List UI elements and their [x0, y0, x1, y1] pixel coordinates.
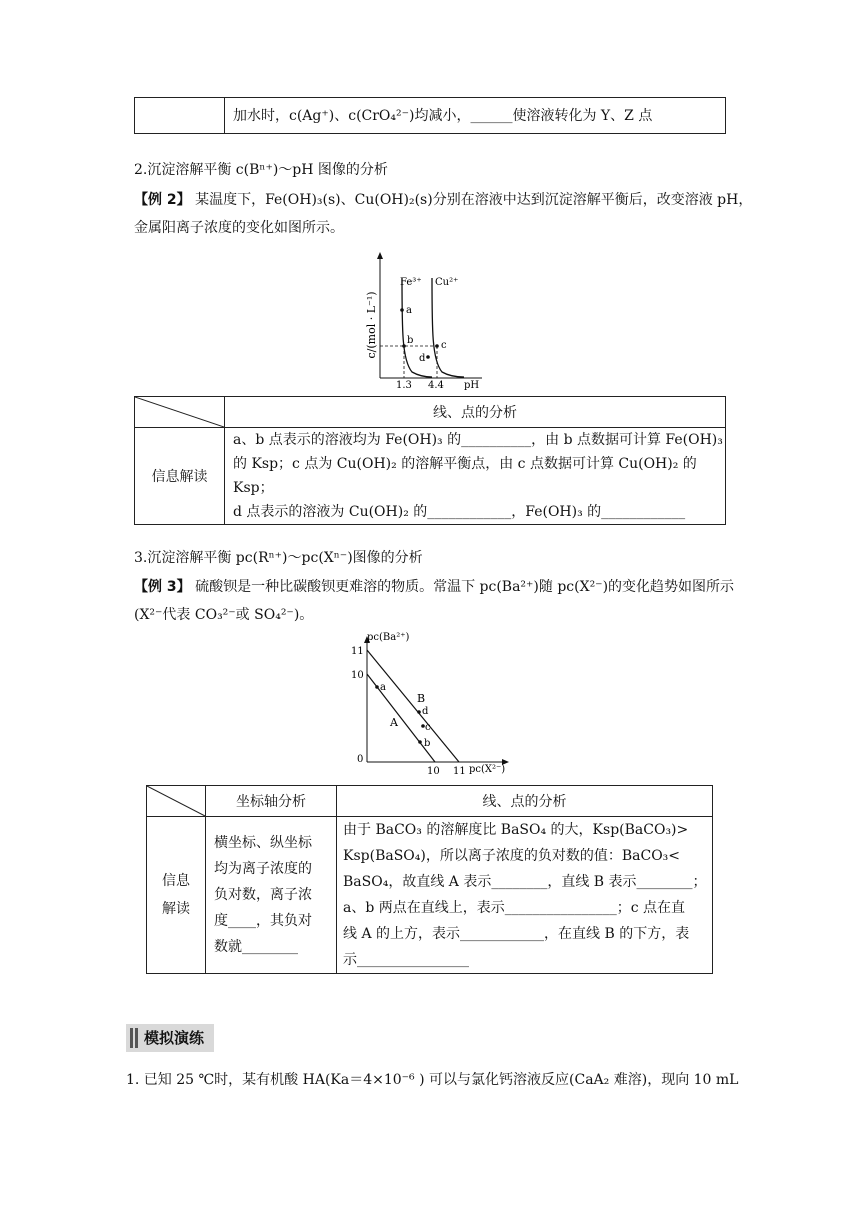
label-a: a — [380, 682, 386, 693]
top-table-text: 加水时，c(Ag⁺)、c(CrO₄²⁻)均减小，______使溶液转化为 Y、Z 点 — [225, 98, 726, 134]
diagonal-cell — [147, 786, 206, 817]
top-table — [134, 97, 726, 134]
s3-mid-line: 均为离子浓度的 — [214, 861, 312, 877]
y-axis-label: pc(Ba²⁺) — [367, 632, 410, 643]
x-axis-label: pc(X²⁻) — [469, 764, 506, 775]
fe-curve — [402, 278, 432, 377]
label-c: c — [425, 722, 431, 733]
example2-line1 — [134, 190, 752, 210]
s2-line1: a、b 点表示的溶液均为 Fe(OH)₃ 的__________，由 b 点数据可计算 Fe(OH)₃ — [233, 432, 723, 448]
s2-line3: d 点表示的溶液为 Cu(OH)₂ 的____________，Fe(OH)₃ 的____________ — [233, 504, 686, 520]
diagonal-line — [147, 786, 205, 816]
y-axis-arrow — [377, 252, 383, 259]
section3-heading: 3.沉淀溶解平衡 pc(Rⁿ⁺)～pc(Xⁿ⁻)图像的分析 — [134, 550, 423, 566]
heading-bar-accent — [135, 1028, 138, 1048]
s3-row-label-1: 信息 — [162, 873, 190, 889]
s3-header-mid: 坐标轴分析 — [206, 786, 337, 817]
x-axis-label: pH — [464, 380, 480, 390]
point-c — [435, 344, 439, 348]
label-c: c — [441, 340, 447, 351]
s3-row-label-2: 解读 — [162, 901, 190, 917]
point-b — [402, 344, 406, 348]
tick-4-4: 4.4 — [428, 380, 444, 390]
origin-label: 0 — [357, 754, 364, 765]
s2-analysis — [225, 428, 726, 525]
point-a — [375, 685, 379, 689]
s3-row-label — [147, 817, 206, 974]
s3-mid-line: 数就________ — [214, 939, 298, 955]
label-d: d — [422, 706, 429, 717]
tick-1-3: 1.3 — [396, 380, 412, 390]
section2-table — [134, 396, 726, 525]
s2-header: 线、点的分析 — [225, 397, 726, 428]
section2-heading: 2.沉淀溶解平衡 c(Bⁿ⁺)～pH 图像的分析 — [134, 162, 388, 178]
example3-text1: 硫酸钡是一种比碳酸钡更难溶的物质。常温下 pc(Ba²⁺)随 pc(X²⁻)的变化趋势如图所示 — [195, 579, 735, 595]
practice-heading: 模拟演练 — [144, 1029, 205, 1047]
s3-right-line: BaSO₄，故直线 A 表示________，直线 B 表示________； — [343, 874, 707, 890]
s2-line2: 的 Ksp；c 点为 Cu(OH)₂ 的溶解平衡点，由 c 点数据可计算 Cu(OH)₂ 的 Ksp； — [233, 456, 697, 496]
y-tick-11: 11 — [351, 646, 364, 657]
y-tick-10: 10 — [351, 670, 364, 681]
figure-pc-vs-pc — [345, 630, 520, 778]
s3-right-line: 由于 BaCO₃ 的溶解度比 BaSO₄ 的大，Ksp(BaCO₃)> — [343, 822, 689, 838]
s3-right-line: a、b 两点在直线上，表示________________；c 点在直 — [343, 900, 686, 916]
example2-text1: 某温度下，Fe(OH)₃(s)、Cu(OH)₂(s)分别在溶液中达到沉淀溶解平衡后，改变溶液 pH， — [195, 192, 753, 208]
s3-right-line: 线 A 的上方，表示____________，在直线 B 的下方，表 — [343, 926, 690, 942]
s3-header-right: 线、点的分析 — [337, 786, 713, 817]
example3-label: 【例 3】 — [134, 579, 191, 595]
practice-heading-bar — [126, 1024, 214, 1052]
s3-right-line: 示________________ — [343, 952, 469, 968]
x-tick-11: 11 — [453, 766, 466, 777]
cu-label: Cu²⁺ — [435, 277, 459, 288]
heading-bar-accent — [130, 1028, 133, 1048]
s3-right-line: Ksp(BaSO₄)，所以离子浓度的负对数的值：BaCO₃< — [343, 848, 681, 864]
example3-line1 — [134, 577, 734, 597]
example2-label: 【例 2】 — [134, 192, 191, 208]
point-a — [400, 308, 404, 312]
label-d: d — [419, 353, 426, 364]
label-b: b — [424, 738, 431, 749]
s2-row-label: 信息解读 — [135, 428, 225, 525]
label-a: a — [406, 305, 412, 316]
s3-mid-line: 负对数，离子浓 — [214, 887, 312, 903]
s3-mid-line: 度____，其负对 — [214, 913, 312, 929]
section3-table — [146, 785, 713, 974]
line-B — [367, 650, 459, 762]
fe-label: Fe³⁺ — [400, 277, 422, 288]
s3-mid-cell — [206, 817, 337, 974]
s3-mid-line: 横坐标、纵坐标 — [214, 835, 312, 851]
point-d — [417, 710, 421, 714]
question-1: 1. 已知 25 ℃时，某有机酸 HA(Ka＝4×10⁻⁶ ) 可以与氯化钙溶液反应(CaA₂ 难溶)，现向 10 mL — [126, 1072, 739, 1088]
line-B-label: B — [417, 692, 426, 705]
diagonal-line — [135, 397, 224, 427]
y-axis-label: c/(mol · L⁻¹) — [365, 291, 378, 359]
label-b: b — [407, 335, 414, 346]
example2-text2: 金属阳离子浓度的变化如图所示。 — [134, 220, 344, 236]
top-table-empty-cell — [135, 98, 225, 134]
point-d — [426, 355, 430, 359]
x-tick-10: 10 — [427, 766, 440, 777]
figure-c-vs-ph — [364, 250, 494, 390]
s3-right-cell — [337, 817, 713, 974]
diagonal-cell — [135, 397, 225, 428]
example3-text2: (X²⁻代表 CO₃²⁻或 SO₄²⁻)。 — [134, 607, 314, 623]
point-b — [418, 740, 422, 744]
line-A-label: A — [390, 716, 398, 729]
